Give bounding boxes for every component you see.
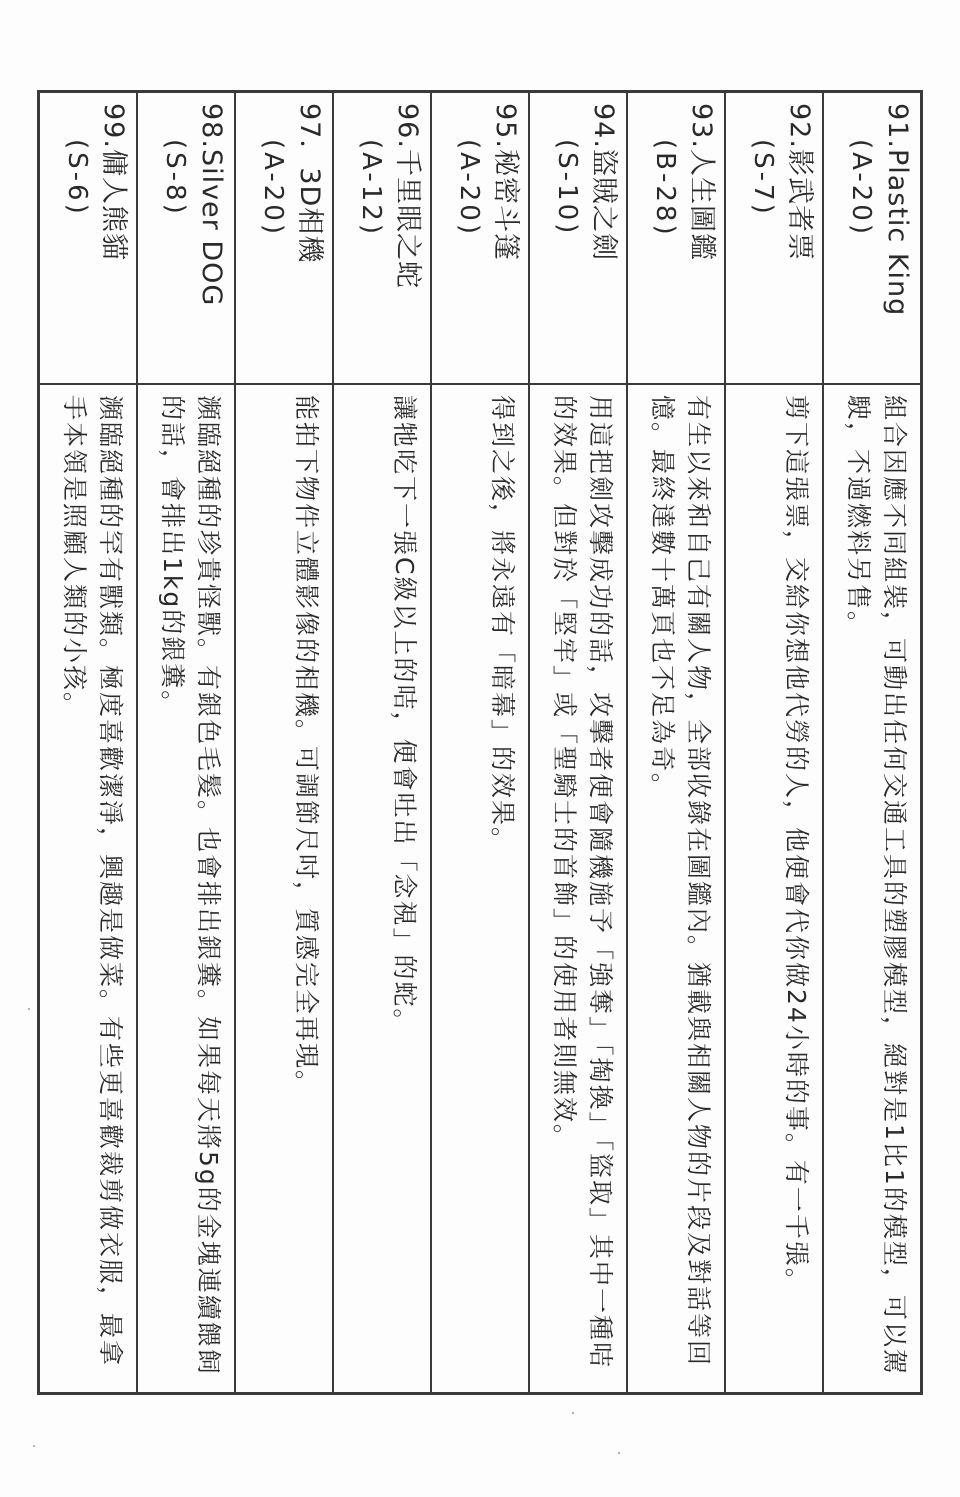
table-row bbox=[39, 92, 138, 1394]
item-description: 瀕臨絕種的珍貴怪獸。有銀色毛髮。也會排出銀糞。如果每天將5g的金塊連續餵飼的話，會排出1kg的銀糞。 bbox=[158, 395, 223, 1376]
item-name-cell bbox=[235, 92, 333, 385]
item-name-cell bbox=[725, 92, 823, 385]
item-description: 有生以來和自己有關人物，全部收錄在圖鑑內。猶載與相關人物的片段及對話等回憶。最終達數十萬頁也不足為奇。 bbox=[648, 395, 713, 1368]
item-description-cell bbox=[431, 384, 529, 1394]
item-description: 能拍下物件立體影像的相機。可調節尺吋，質感完全再現。 bbox=[292, 395, 321, 1098]
table-row bbox=[725, 92, 823, 1394]
item-description-cell bbox=[333, 384, 431, 1394]
item-name: 95.秘密斗篷 bbox=[490, 103, 521, 261]
scan-speck bbox=[28, 1008, 30, 1010]
scan-speck bbox=[618, 1452, 620, 1454]
scan-speck bbox=[33, 1445, 35, 1447]
item-name-cell bbox=[39, 92, 138, 385]
item-name-cell bbox=[627, 92, 725, 385]
item-name: 93.人生圖鑑 bbox=[686, 103, 717, 261]
item-table-rotated bbox=[53, 90, 923, 1387]
item-rank-code: (S-10) bbox=[552, 139, 582, 237]
item-description: 讓牠吃下一張C級以上的咭，便會吐出「念視」的蛇。 bbox=[390, 395, 419, 1036]
item-name: 94.盜賊之劍 bbox=[588, 103, 619, 261]
item-description: 瀕臨絕種的罕有獸類。極度喜歡潔淨，興趣是做菜。有些更喜歡裁剪做衣服，最拿手本領是照顧人類的小孩。 bbox=[60, 395, 125, 1368]
item-rank-code: (S-7) bbox=[748, 139, 778, 217]
table-row bbox=[235, 92, 333, 1394]
item-description-cell bbox=[39, 384, 138, 1394]
item-name-cell bbox=[823, 92, 922, 385]
item-name-cell bbox=[137, 92, 235, 385]
item-description: 用這把劍攻擊成功的話，攻擊者便會隨機施予「強奪」「掏換」「盜取」其中一種咭的效果。但對於「堅牢」或「聖騎士的首飾」的使用者則無效。 bbox=[550, 395, 615, 1370]
item-description: 剪下這張票，交給你想他代勞的人，他便會代你做24小時的事。有一千張。 bbox=[782, 395, 811, 1295]
item-rank-code: (A-20) bbox=[454, 139, 484, 237]
item-description-cell bbox=[725, 384, 823, 1394]
table-row bbox=[431, 92, 529, 1394]
item-name-cell bbox=[431, 92, 529, 385]
table-row bbox=[137, 92, 235, 1394]
table-row bbox=[627, 92, 725, 1394]
item-description: 組合因應不同組裝，可動出任何交通工具的塑膠模型，絕對是1比1的模型，可以駕駛，不過燃料另售。 bbox=[844, 395, 909, 1376]
item-description-cell bbox=[137, 384, 235, 1394]
item-name-cell bbox=[529, 92, 627, 385]
table-row bbox=[333, 92, 431, 1394]
item-name: 97．3D相機 bbox=[294, 103, 325, 264]
item-table bbox=[37, 90, 923, 1395]
item-rank-code: (A-20) bbox=[846, 139, 876, 237]
item-name: 92.影武者票 bbox=[784, 103, 815, 261]
item-name: 99.傭人熊貓 bbox=[98, 103, 129, 261]
item-rank-code: (A-20) bbox=[258, 139, 288, 237]
item-rank-code: (A-12) bbox=[356, 139, 386, 237]
item-description-cell bbox=[823, 384, 922, 1394]
item-description-cell bbox=[627, 384, 725, 1394]
item-rank-code: (S-8) bbox=[160, 139, 190, 217]
scan-speck bbox=[572, 1412, 574, 1414]
table-row bbox=[823, 92, 922, 1394]
item-description-cell bbox=[529, 384, 627, 1394]
item-rank-code: (B-28) bbox=[650, 139, 680, 238]
item-rank-code: (S-6) bbox=[62, 139, 92, 217]
item-name: 96.千里眼之蛇 bbox=[392, 103, 423, 289]
item-name: 98.Silver DOG bbox=[196, 103, 227, 307]
table-row bbox=[529, 92, 627, 1394]
item-description: 得到之後，將永遠有「暗幕」的效果。 bbox=[488, 395, 517, 855]
item-name: 91.Plastic King bbox=[882, 103, 913, 317]
item-name-cell bbox=[333, 92, 431, 385]
item-description-cell bbox=[235, 384, 333, 1394]
